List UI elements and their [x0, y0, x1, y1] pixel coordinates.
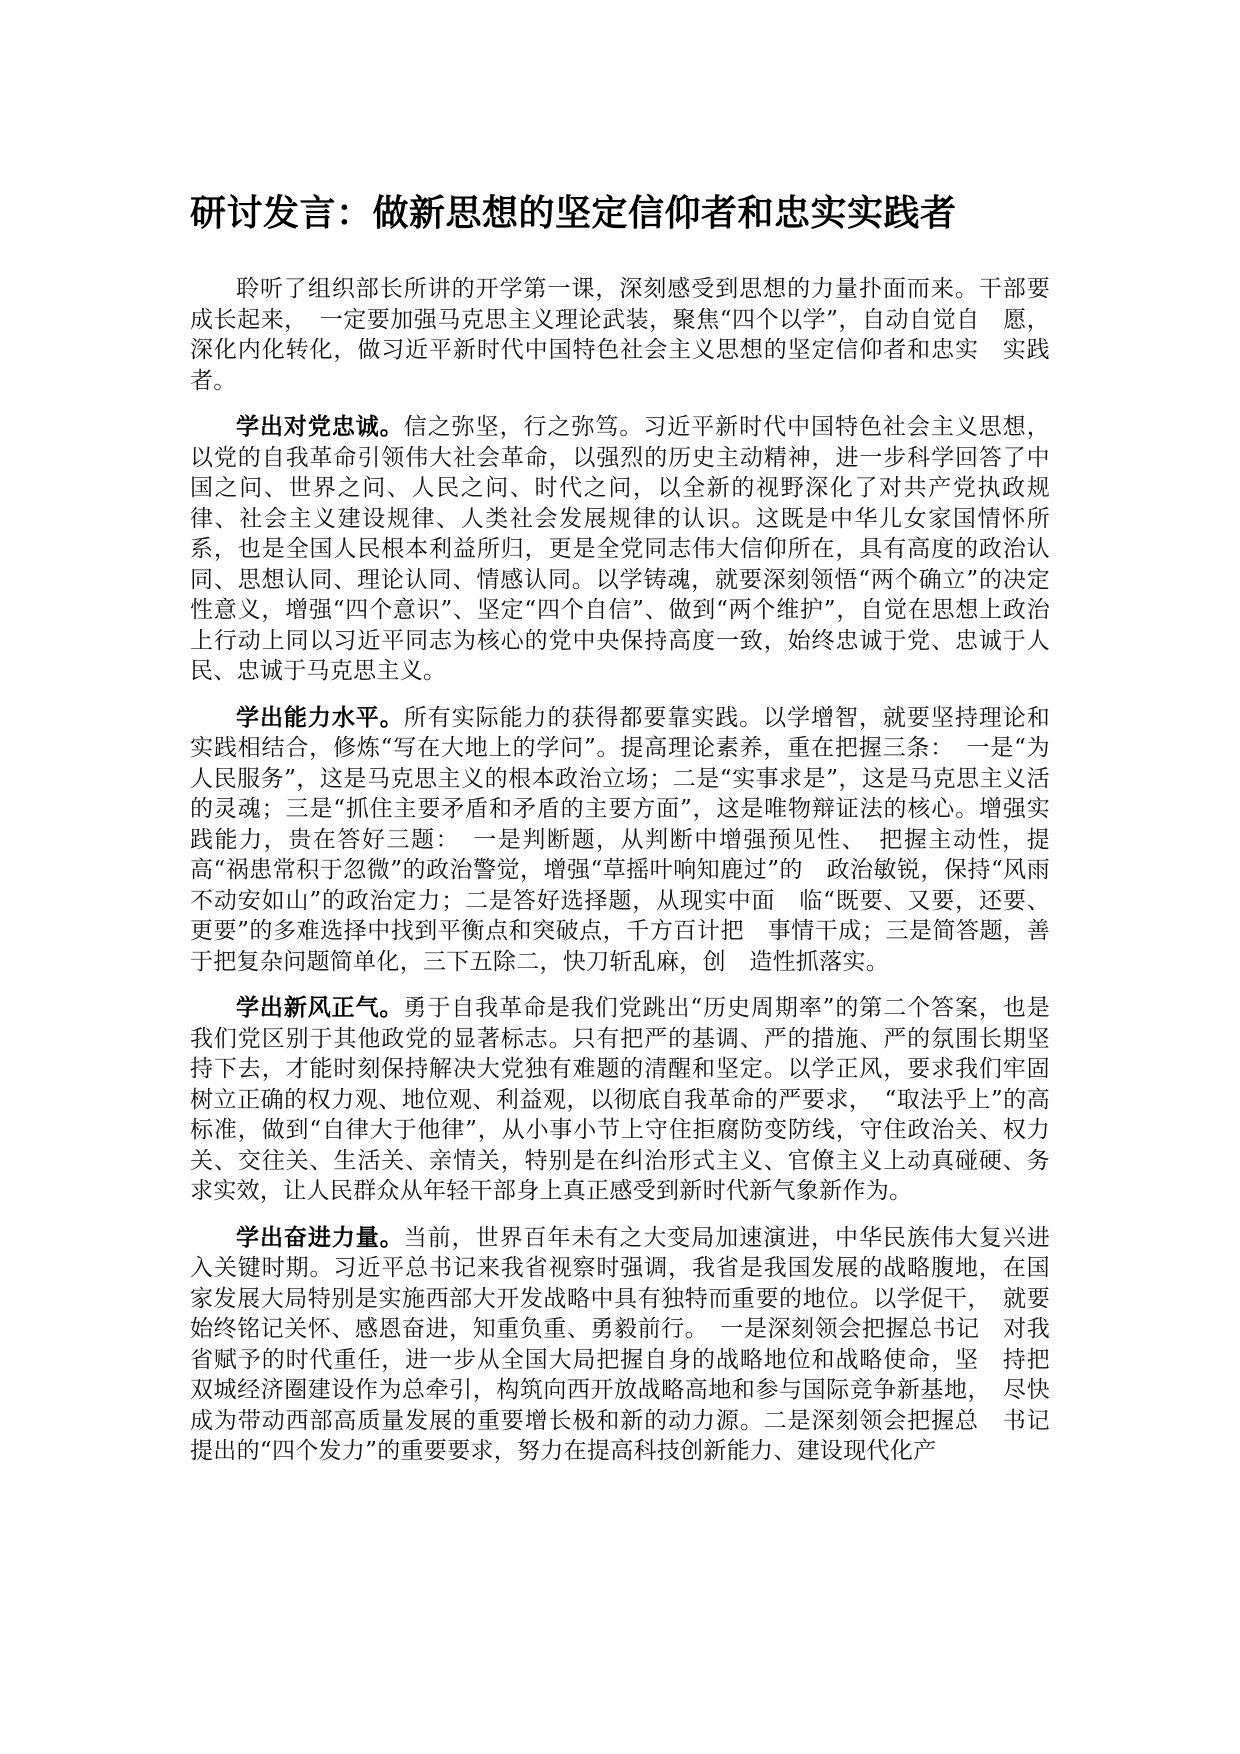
section-text-progress: 当前，世界百年未有之大变局加速演进，中华民族伟大复兴进入关键时期。习近平总书记来我省视察时强调，我省是我国发展的战略腹地，在国家发展大局特别是实施西部大开发战略中具有独特而重要的地位。以学促干， 就要始终铭记关怀、感恩奋进，知重负重、勇毅前行。 一是深刻领会把握总书记 对我省赋予的时代重任，进一步从全国大局把握自身的战略地位和战略使命，坚 持把双城经济圈建设作为总牵引，构筑向西开放战略高地和参与国际竞争新基地， 尽快成为带动西部高质量发展的重要增长极和新的动力源。二是深刻领会把握总 书记提出的“四个发力”的重要要求，努力在提高科技创新能力、建设现代化产 — [190, 1224, 1050, 1464]
document-page — [190, 190, 1050, 1483]
section-heading-ability: 学出能力水平。 — [236, 704, 404, 731]
intro-paragraph: 聆听了组织部长所讲的开学第一课，深刻感受到思想的力量扑面而来。干部要成长起来， 一定要加强马克思主义理论武装，聚焦“四个以学”，自动自觉自 愿，深化内化转化，做习近平新时代中国特色社会主义思想的坚定信仰者和忠实 实践者。 — [190, 276, 1050, 394]
section-paragraph-loyalty — [190, 412, 1050, 687]
section-heading-integrity: 学出新风正气。 — [236, 995, 404, 1021]
section-text-ability: 所有实际能力的获得都要靠实践。以学增智，就要坚持理论和实践相结合，修炼“写在大地上的学问”。提高理论素养，重在把握三条： 一是“为人民服务”，这是马克思主义的根本政治立场；二是“实事求是”，这是马克思主义活的灵魂；三是“抓住主要矛盾和矛盾的主要方面”，这是唯物辩证法的核心。增强实践能力，贵在答好三题： 一是判断题，从判断中增强预见性、 把握主动性，提高“祸患常积于忽微”的政治警觉，增强“草摇叶响知鹿过”的 政治敏锐，保持“风雨不动安如山”的政治定力；二是答好选择题，从现实中面 临“既要、又要，还要、更要”的多难选择中找到平衡点和突破点，千方百计把 事情干成；三是简答题，善于把复杂问题简单化，三下五除二，快刀斩乱麻，创 造性抓落实。 — [190, 704, 1050, 975]
section-heading-loyalty: 学出对党忠诚。 — [236, 414, 404, 440]
section-paragraph-progress — [190, 1223, 1050, 1467]
section-text-integrity: 勇于自我革命是我们党跳出“历史周期率”的第二个答案，也是我们党区别于其他政党的显著标志。只有把严的基调、严的措施、严的氛围长期坚持下去，才能时刻保持解决大党独有难题的清醒和坚定。以学正风，要求我们牢固树立正确的权力观、地位观、利益观，以彻底自我革命的严要求， “取法乎上”的高标准，做到“自律大于他律”，从小事小节上守住拒腐防变防线，守住政治关、权力关、交往关、生活关、亲情关，特别是在纠治形式主义、官僚主义上动真碰硬、务求实效，让人民群众从年轻干部身上真正感受到新时代新气象新作为。 — [190, 995, 1050, 1204]
document-title: 研讨发言：做新思想的坚定信仰者和忠实实践者 — [190, 193, 957, 234]
section-heading-progress: 学出奋进力量。 — [236, 1224, 404, 1251]
section-text-loyalty: 信之弥坚，行之弥笃。习近平新时代中国特色社会主义思想，以党的自我革命引领伟大社会革命，以强烈的历史主动精神，进一步科学回答了中国之问、世界之问、人民之问、时代之问，以全新的视野深化了对共产党执政规律、社会主义建设规律、人类社会发展规律的认识。这既是中华儿女家国情怀所系，也是全国人民根本利益所归，更是全党同志伟大信仰所在，具有高度的政治认同、思想认同、理论认同、情感认同。以学铸魂，就要深刻领悟“两个确立”的决定性意义，增强“四个意识”、坚定“四个自信”、做到“两个维护”，自觉在思想上政治上行动上同以习近平同志为核心的党中央保持高度一致，始终忠诚于党、忠诚于人民、忠诚于马克思主义。 — [190, 414, 1050, 684]
section-paragraph-integrity — [190, 993, 1050, 1207]
section-paragraph-ability — [190, 703, 1050, 978]
